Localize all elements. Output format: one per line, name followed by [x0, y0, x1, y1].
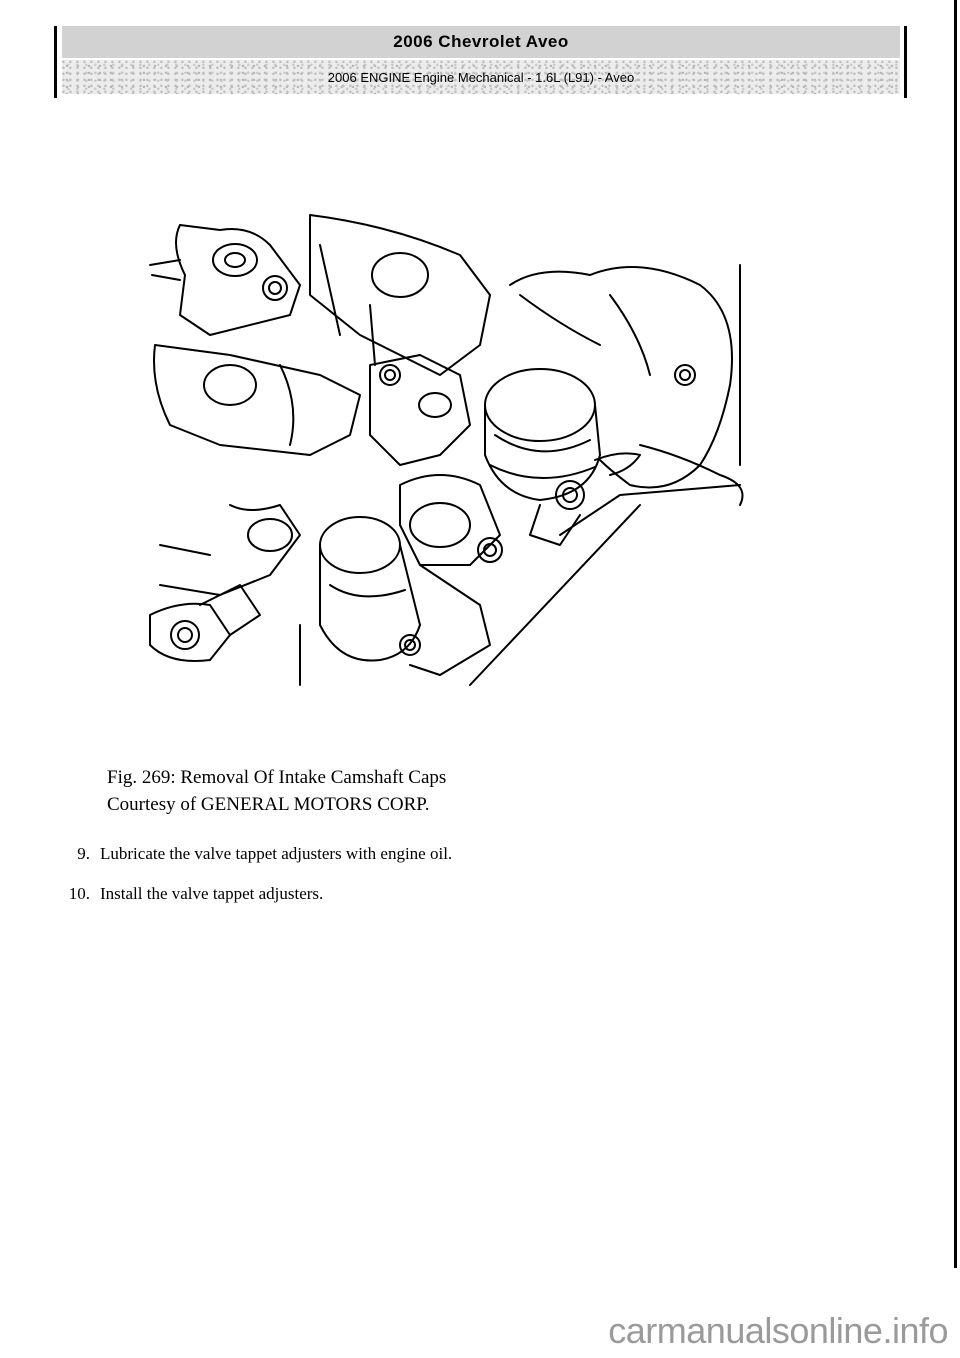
list-item	[58, 842, 452, 866]
header-subtitle: 2006 ENGINE Engine Mechanical - 1.6L (L91) - Aveo	[62, 60, 900, 94]
step-number: 9.	[77, 844, 90, 863]
page-header	[62, 26, 900, 94]
header-title: 2006 Chevrolet Aveo	[62, 26, 900, 58]
camshaft-illustration	[140, 205, 760, 695]
step-text: Lubricate the valve tappet adjusters with engine oil.	[100, 844, 453, 863]
figure-caption	[107, 764, 446, 818]
step-text: Install the valve tappet adjusters.	[100, 884, 324, 903]
site-watermark: carmanualsonline.info	[608, 1310, 948, 1351]
list-item	[58, 882, 452, 906]
step-number: 10.	[68, 884, 90, 903]
header-right-rule	[904, 26, 907, 98]
header-left-rule	[54, 26, 57, 98]
procedure-steps	[58, 842, 452, 922]
caption-title: Fig. 269: Removal Of Intake Camshaft Caps	[107, 767, 447, 788]
caption-credit: Courtesy of GENERAL MOTORS CORP.	[107, 794, 430, 815]
page-right-rule	[954, 0, 957, 1268]
